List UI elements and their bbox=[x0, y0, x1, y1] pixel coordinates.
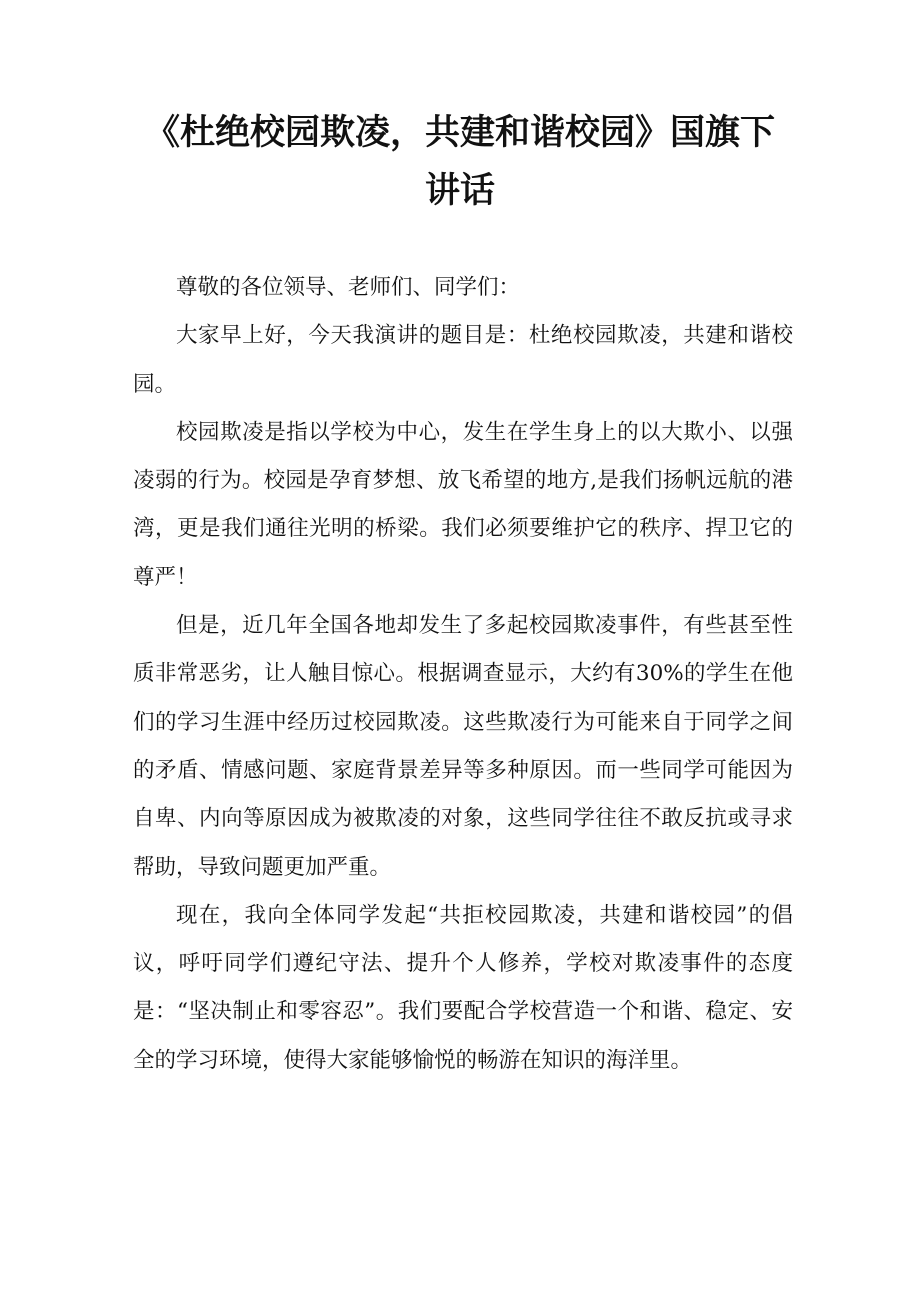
paragraph-problem: 但是，近几年全国各地却发生了多起校园欺凌事件，有些甚至性质非常恶劣，让人触目惊心。根据调查显示，大约有30%的学生在他们的学习生涯中经历过校园欺凌。这些欺凌行为可能来自于同学之间的矛盾、情感问题、家庭背景差异等多种原因。而一些同学可能因为自卑、内向等原因成为被欺凌的对象，这些同学往往不敢反抗或寻求帮助，导致问题更加严重。 bbox=[133, 613, 793, 880]
paragraph-initiative: 现在，我向全体同学发起“共拒校园欺凌，共建和谐校园”的倡议，呼吁同学们遵纪守法、提升个人修养，学校对欺凌事件的态度是：“坚决制止和零容忍”。我们要配合学校营造一个和谐、稳定、安全的学习环境，使得大家能够愉悦的畅游在知识的海洋里。 bbox=[133, 902, 793, 1073]
title-line-1: 《杜绝校园欺凌，共建和谐校园》国旗下 bbox=[144, 113, 775, 153]
document-body bbox=[133, 264, 793, 1085]
document-title bbox=[90, 104, 830, 220]
title-line-2: 讲话 bbox=[424, 171, 495, 211]
paragraph-salutation: 尊敬的各位领导、老师们、同学们： bbox=[176, 275, 521, 300]
paragraph-definition: 校园欺凌是指以学校为中心，发生在学生身上的以大欺小、以强凌弱的行为。校园是孕育梦想、放飞希望的地方,是我们扬帆远航的港湾，更是我们通往光明的桥梁。我们必须要维护它的秩序、捍卫它的尊严！ bbox=[133, 419, 793, 590]
paragraph-greeting: 大家早上好，今天我演讲的题目是：杜绝校园欺凌，共建和谐校园。 bbox=[133, 323, 793, 397]
